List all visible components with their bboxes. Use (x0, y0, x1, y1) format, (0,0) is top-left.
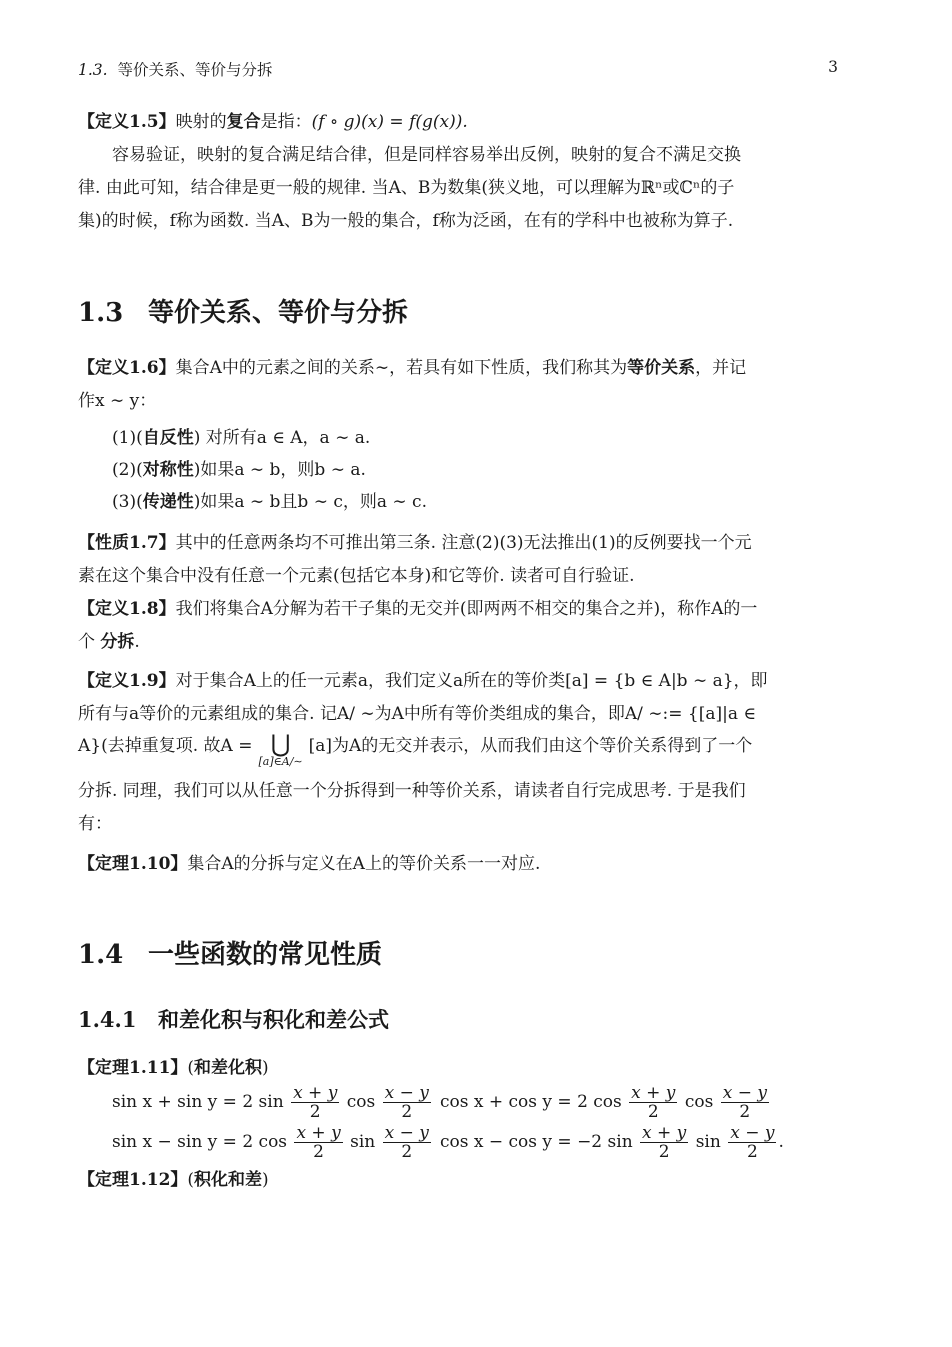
theorem-1-12: 【定理1.12】(积化和差) (78, 1170, 269, 1190)
section-heading-1-4: 1.4 一些函数的常见性质 (78, 940, 383, 970)
section-heading-1-3: 1.3 等价关系、等价与分拆 (78, 298, 409, 328)
definition-1-8: 【定义1.8】我们将集合A分解为若干子集的无交并(即两两不相交的集合之并)，称作A的一 个 分拆. (78, 599, 758, 652)
theorem-1-10: 【定理1.10】集合A的分拆与定义在A上的等价关系一一对应. (78, 854, 541, 874)
big-union-symbol: ⋃ [a]∈A/∼ (258, 730, 303, 768)
definition-1-9: 【定义1.9】对于集合A上的任一元素a，我们定义a所在的等价类[a] = {b ∈ A|b ∼ a}，即 所有与a等价的元素组成的集合. 记A/ ∼为A中所有等价类组成的集合，即A/ ∼:= {[a]|a ∈ A}(去掉重复项. 故A = ⋃ [a]∈A/∼ [a]为A的无交并表示，从而我们由这个等价关系得到了一个 分拆. 同理，我们可以从任意一个分拆得到一种等价关系，请读者自行完成思考. 于是我们 有： (78, 671, 768, 834)
equivalence-properties-list (78, 422, 838, 518)
subsection-heading-1-4-1: 1.4.1 和差化积与积化和差公式 (78, 1007, 389, 1032)
list-item: (1)(自反性) 对所有a ∈ A，a ∼ a. (112, 428, 371, 448)
definition-1-5: 【定义1.5】映射的复合是指：(f ∘ g)(x) = f(g(x)). (78, 112, 468, 132)
list-item: (2)(对称性)如果a ∼ b，则b ∼ a. (112, 460, 366, 480)
theorem-1-11: 【定理1.11】(和差化积) (78, 1058, 269, 1078)
page-number: 3 (828, 58, 838, 76)
paragraph-composition: 容易验证，映射的复合满足结合律，但是同样容易举出反例，映射的复合不满足交换 律. 由此可知，结合律是更一般的规律. 当A、B为数集(狭义地，可以理解为ℝⁿ或ℂⁿ的子 集)的时候，f称为函数. 当A、B为一般的集合，f称为泛函，在有的学科中也被称为算子. (78, 145, 741, 231)
running-header (78, 58, 838, 82)
definition-1-6: 【定义1.6】集合A中的元素之间的关系∼，若具有如下性质，我们称其为等价关系，并记 作x ∼ y： (78, 358, 747, 411)
property-1-7: 【性质1.7】其中的任意两条均不可推出第三条. 注意(2)(3)无法推出(1)的反例要找一个元 素在这个集合中没有任意一个元素(包括它本身)和它等价. 读者可自行验证. (78, 533, 752, 586)
header-section: 1.3. 等价关系、等价与分拆 (78, 61, 273, 79)
list-item: (3)(传递性)如果a ∼ b且b ∼ c，则a ∼ c. (112, 492, 427, 512)
